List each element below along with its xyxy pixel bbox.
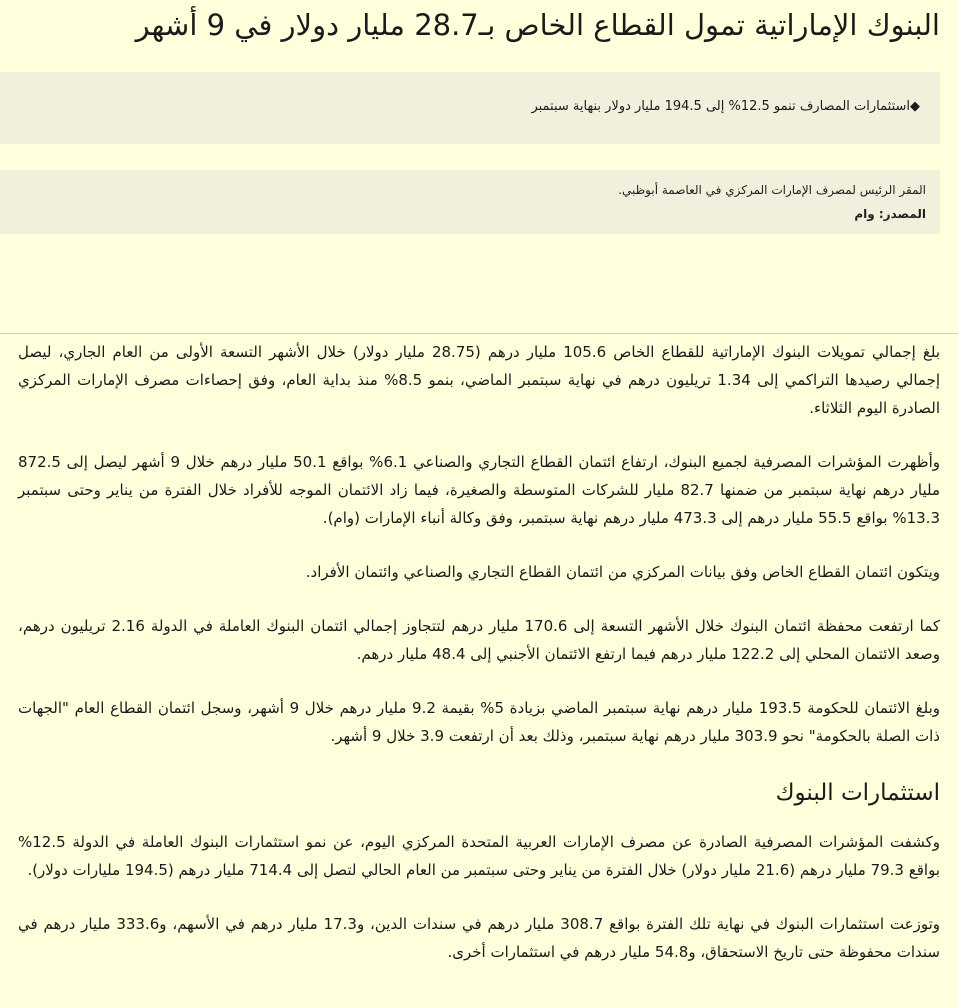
article-paragraph: وبلغ الائتمان للحكومة 193.5 مليار درهم نهاية سبتمبر الماضي بزيادة 5% بقيمة 9.2 مليار درهم خلال 9 أشهر، وسجل ائتمان القطاع العام "الجهات ذات الصلة بالحكومة" نحو 303.9 مليار درهم نهاية سبتمبر، وذلك بعد أن ارتفعت 3.9 خلال 9 أشهر. — [18, 699, 940, 745]
image-source: المصدر: وام — [854, 207, 926, 221]
divider — [0, 333, 958, 334]
article-paragraph: وأظهرت المؤشرات المصرفية لجميع البنوك، ارتفاع ائتمان القطاع التجاري والصناعي 6.1% بواقع 50.1 مليار درهم خلال 9 أشهر ليصل إلى 872.5 مليار درهم نهاية سبتمبر من ضمنها 82.7 مليار للشركات المتوسطة والصغيرة، فيما زاد الائتمان الموجه للأفراد خلال الفترة من يناير وحتى سبتمبر 13.3% بواقع 55.5 مليار درهم إلى 473.3 مليار درهم نهاية سبتمبر، وفق وكالة أنباء الإمارات (وام). — [18, 453, 940, 527]
image-caption-box — [0, 170, 940, 234]
article-body — [18, 338, 940, 992]
article-paragraph: بلغ إجمالي تمويلات البنوك الإماراتية للقطاع الخاص 105.6 مليار درهم (28.75 مليار دولار) خلال الأشهر التسعة الأولى من العام الجاري، ليصل إجمالي رصيدها التراكمي إلى 1.34 تريليون درهم في نهاية سبتمبر الماضي، بنمو 8.5% منذ بداية العام، وفق إحصاءات مصرف الإمارات المركزي الصادرة اليوم الثلاثاء. — [18, 343, 941, 417]
summary-bullet-text: ◆استثمارات المصارف تنمو 12.5% إلى 194.5 مليار دولار بنهاية سبتمبر — [531, 99, 920, 114]
summary-box — [0, 72, 940, 144]
section-heading: استثمارات البنوك — [775, 780, 940, 806]
article-paragraph: وتوزعت استثمارات البنوك في نهاية تلك الفترة بواقع 308.7 مليار درهم في سندات الدين، و17.3 مليار درهم في الأسهم، و333.6 مليار درهم في سندات محفوظة حتى تاريخ الاستحقاق، و54.8 مليار درهم في استثمارات أخرى. — [18, 915, 940, 961]
image-caption: المقر الرئيس لمصرف الإمارات المركزي في العاصمة أبوظبي. — [618, 183, 926, 197]
article-paragraph: وكشفت المؤشرات المصرفية الصادرة عن مصرف الإمارات العربية المتحدة المركزي اليوم، عن نمو استثمارات البنوك العاملة في الدولة 12.5% بواقع 79.3 مليار درهم (21.6 مليار دولار) خلال الفترة من يناير وحتى سبتمبر من العام الحالي لتصل إلى 714.4 مليار درهم (194.5 مليارات دولار). — [18, 833, 940, 879]
page-title: البنوك الإماراتية تمول القطاع الخاص بـ28.7 مليار دولار في 9 أشهر — [135, 8, 940, 42]
article-paragraph: ويتكون ائتمان القطاع الخاص وفق بيانات المركزي من ائتمان القطاع التجاري والصناعي وائتمان الأفراد. — [305, 563, 940, 581]
article-paragraph: كما ارتفعت محفظة ائتمان البنوك خلال الأشهر التسعة إلى 170.6 مليار درهم لتتجاوز إجمالي ائتمان البنوك العاملة في الدولة 2.16 تريليون درهم، وصعد الائتمان المحلي إلى 122.2 مليار درهم فيما ارتفع الائتمان الأجنبي إلى 48.4 مليار درهم. — [18, 617, 941, 663]
